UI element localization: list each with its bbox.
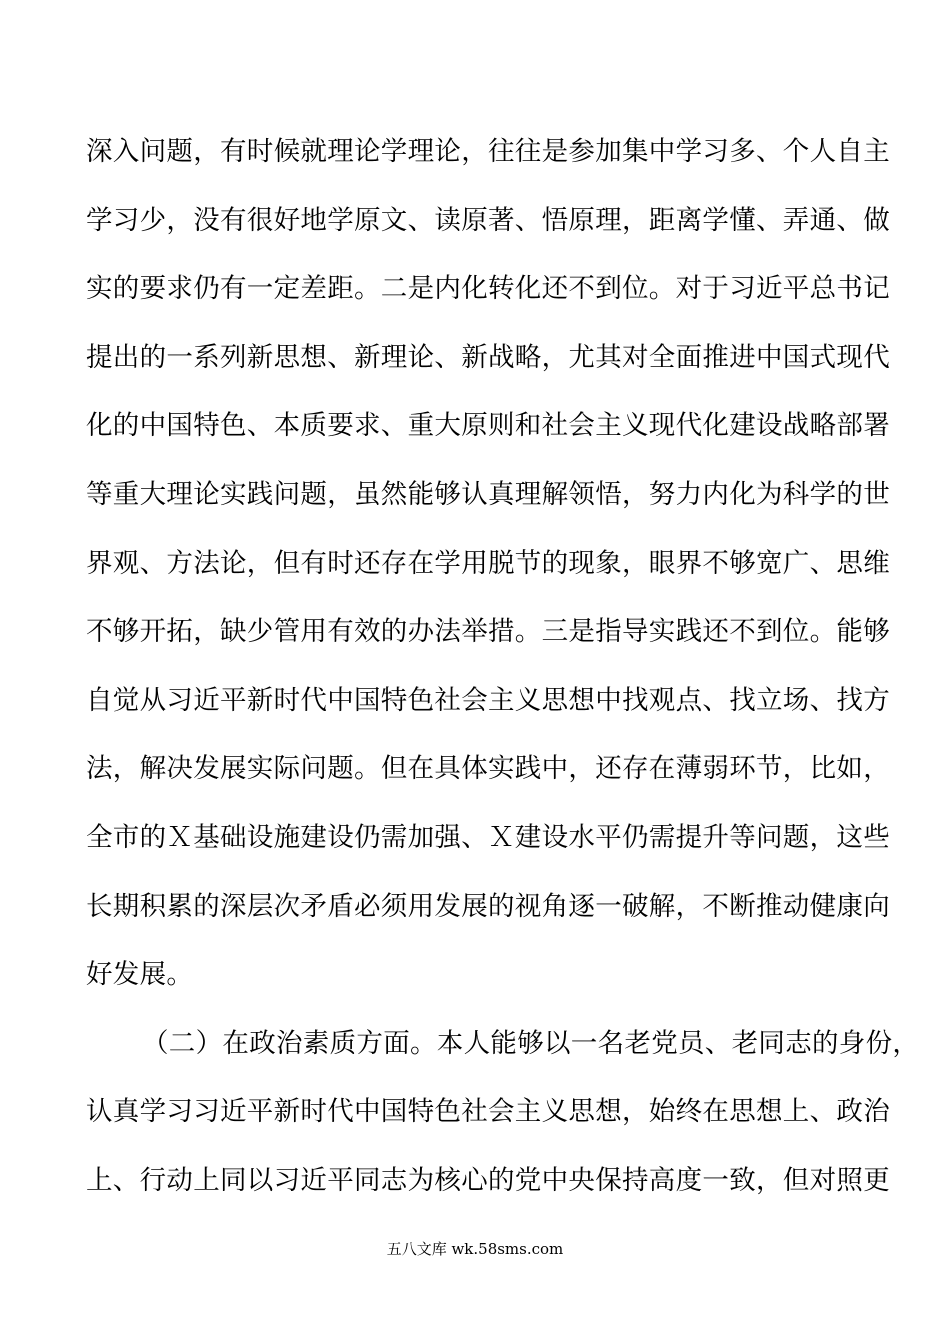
text-line: 提出的一系列新思想、新理论、新战略，尤其对全面推进中国式现代	[86, 341, 890, 373]
text-line: 化的中国特色、本质要求、重大原则和社会主义现代化建设战略部署	[86, 410, 890, 442]
text-line: 好发展。	[86, 959, 194, 991]
section-heading-line: （二）在政治素质方面。本人能够以一名老党员、老同志的身份，	[142, 1027, 920, 1059]
text-line: 深入问题，有时候就理论学理论，往往是参加集中学习多、个人自主	[86, 136, 890, 167]
text-line: 上、行动上同以习近平同志为核心的党中央保持高度一致，但对照更	[86, 1164, 890, 1196]
text-line: 界观、方法论，但有时还存在学用脱节的现象，眼界不够宽广、思维	[86, 547, 890, 579]
text-line: 认真学习习近平新时代中国特色社会主义思想，始终在思想上、政治	[86, 1096, 890, 1128]
text-line: 全市的Ｘ基础设施建设仍需加强、Ｘ建设水平仍需提升等问题，这些	[86, 821, 890, 853]
text-line: 学习少，没有很好地学原文、读原著、悟原理，距离学懂、弄通、做	[86, 204, 890, 236]
body-text	[86, 118, 920, 1216]
text-line: 法，解决发展实际问题。但在具体实践中，还存在薄弱环节，比如，	[86, 753, 890, 785]
page-footer: 五八文库 wk.58sms.com	[386, 1240, 564, 1258]
text-line: 实的要求仍有一定差距。二是内化转化还不到位。对于习近平总书记	[86, 273, 890, 305]
text-line: 自觉从习近平新时代中国特色社会主义思想中找观点、找立场、找方	[86, 684, 890, 716]
text-line: 不够开拓，缺少管用有效的办法举措。三是指导实践还不到位。能够	[86, 616, 890, 648]
text-line: 等重大理论实践问题，虽然能够认真理解领悟，努力内化为科学的世	[86, 478, 890, 510]
text-line: 长期积累的深层次矛盾必须用发展的视角逐一破解，不断推动健康向	[86, 890, 890, 922]
